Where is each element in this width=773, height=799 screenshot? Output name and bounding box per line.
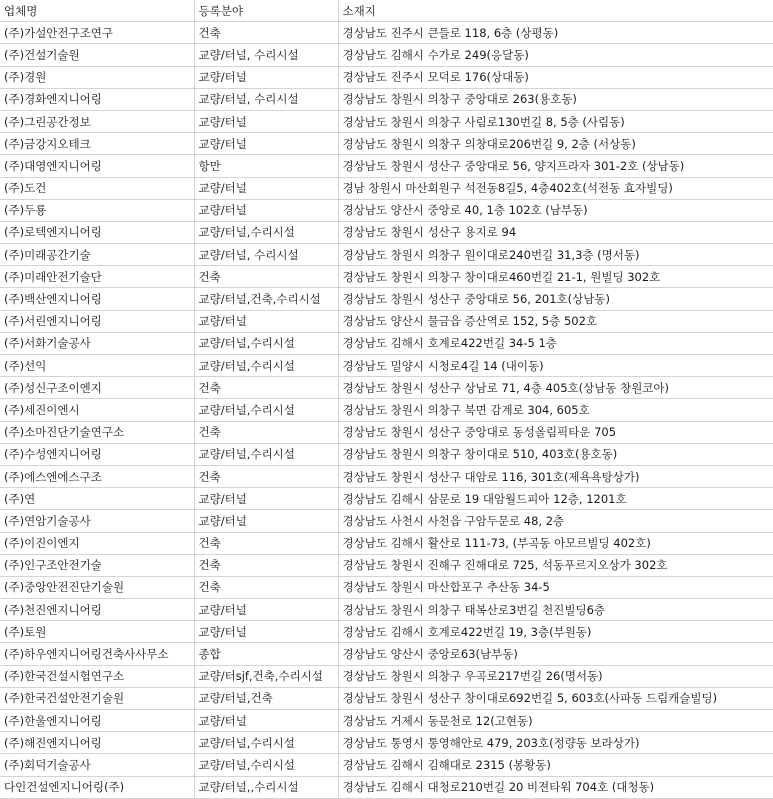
header-company-name[interactable]: 업체명 [0,0,194,22]
registration-field-cell[interactable]: 교량/터널,수리시설 [194,399,338,421]
company-name-cell[interactable]: (주)회덕기술공사 [0,754,194,776]
registration-field-cell[interactable]: 교량/터널 [194,510,338,532]
address-cell[interactable]: 경상남도 창원시 의창구 창이대로 510, 403호(용호동) [338,443,773,465]
company-name-cell[interactable]: (주)한국건설시험연구소 [0,665,194,687]
registration-field-cell[interactable]: 교량/터널 [194,199,338,221]
address-cell[interactable]: 경상남도 창원시 성산구 중앙대로 56, 양지프라자 301-2호 (상남동) [338,155,773,177]
table-row [0,221,773,243]
table-row [0,66,773,88]
registration-field-cell[interactable]: 교량/터널,수리시설 [194,732,338,754]
registration-field-cell[interactable]: 교량/터널,,수리시설 [194,776,338,798]
address-cell[interactable]: 경상남도 양산시 중앙로 40, 1층 102호 (남부동) [338,199,773,221]
company-name-cell[interactable]: (주)성신구조이엔지 [0,377,194,399]
table-row [0,133,773,155]
table-row [0,355,773,377]
registration-field-cell[interactable]: 건축 [194,421,338,443]
address-cell[interactable]: 경상남도 창원시 의창구 창이대로460번길 21-1, 원빌딩 302호 [338,266,773,288]
table-row [0,399,773,421]
address-cell[interactable]: 경상남도 김해시 활산로 111-73, (부곡동 아모르빌딩 402호) [338,532,773,554]
registration-field-cell[interactable]: 교량/터널,건축,수리시설 [194,288,338,310]
company-name-cell[interactable]: (주)가설안전구조연구 [0,22,194,44]
registration-field-cell[interactable]: 건축 [194,22,338,44]
address-cell[interactable]: 경상남도 양산시 중앙로63(남부동) [338,643,773,665]
header-row [0,0,773,22]
company-name-cell[interactable]: (주)연암기술공사 [0,510,194,532]
address-cell[interactable]: 경상남도 창원시 성산구 중앙대로 동성올림픽타운 705 [338,421,773,443]
table-row [0,465,773,487]
address-cell[interactable]: 경상남도 통영시 통영해안로 479, 203호(정량동 보라상가) [338,732,773,754]
registration-field-cell[interactable]: 교량/터널 [194,66,338,88]
address-cell[interactable]: 경상남도 거제시 동문천로 12(고현동) [338,710,773,732]
table-row [0,421,773,443]
registration-field-cell[interactable]: 건축 [194,266,338,288]
table-row [0,687,773,709]
table-row [0,244,773,266]
registration-field-cell[interactable]: 건축 [194,576,338,598]
company-name-cell[interactable]: (주)경화엔지니어링 [0,88,194,110]
address-cell[interactable]: 경상남도 밀양시 시청로4길 14 (내이동) [338,355,773,377]
address-cell[interactable]: 경상남도 창원시 의창구 의창대로206번길 9, 2층 (서상동) [338,133,773,155]
company-name-cell[interactable]: (주)세진이엔시 [0,399,194,421]
table-row [0,732,773,754]
table-row [0,643,773,665]
registration-field-cell[interactable]: 종합 [194,643,338,665]
registration-field-cell[interactable]: 교량/터널 [194,177,338,199]
table-row [0,621,773,643]
registration-field-cell[interactable]: 교량/터널 [194,621,338,643]
company-name-cell[interactable]: (주)수성엔지니어링 [0,443,194,465]
registration-field-cell[interactable]: 교량/터널, 수리시설 [194,44,338,66]
company-name-cell[interactable]: (주)미래안전기술단 [0,266,194,288]
company-name-cell[interactable]: (주)한울엔지니어링 [0,710,194,732]
registration-field-cell[interactable]: 교량/터널 [194,133,338,155]
table-row [0,44,773,66]
registration-field-cell[interactable]: 교량/터널, 수리시설 [194,88,338,110]
company-name-cell[interactable]: (주)경원 [0,66,194,88]
table-row [0,110,773,132]
registration-field-cell[interactable]: 교량/터널 [194,110,338,132]
address-cell[interactable]: 경상남도 김해시 호계로422번길 34-5 1층 [338,332,773,354]
table-row [0,266,773,288]
company-name-cell[interactable]: (주)토원 [0,621,194,643]
header-address[interactable]: 소재지 [338,0,773,22]
company-name-cell[interactable]: (주)백산엔지니어링 [0,288,194,310]
address-cell[interactable]: 경상남도 창원시 마산합포구 추산동 34-5 [338,576,773,598]
registration-field-cell[interactable]: 교량/터널 [194,599,338,621]
table-row [0,443,773,465]
table-row [0,576,773,598]
address-cell[interactable]: 경상남도 진주시 모덕로 176(상대동) [338,66,773,88]
address-cell[interactable]: 경상남도 창원시 성산구 대암로 116, 301호(제욕욕탕상가) [338,465,773,487]
address-cell[interactable]: 경상남도 진주시 큰들로 118, 6층 (상평동) [338,22,773,44]
address-cell[interactable]: 경상남도 창원시 의창구 태복산로3번길 천진빌딩6층 [338,599,773,621]
table-row [0,754,773,776]
table-row [0,177,773,199]
table-row [0,665,773,687]
company-name-cell[interactable]: (주)두룡 [0,199,194,221]
table-row [0,554,773,576]
registration-field-cell[interactable]: 교량/터널,수리시설 [194,443,338,465]
company-name-cell[interactable]: (주)도건 [0,177,194,199]
registration-field-cell[interactable]: 교량/터sjf,건축,수리시설 [194,665,338,687]
registration-field-cell[interactable]: 교량/터널,수리시설 [194,221,338,243]
registration-field-cell[interactable]: 교량/터널,건축 [194,687,338,709]
company-name-cell[interactable]: (주)로텍엔지니어링 [0,221,194,243]
address-cell[interactable]: 경상남도 창원시 의창구 북면 감계로 304, 605호 [338,399,773,421]
company-name-cell[interactable]: (주)소마진단기술연구소 [0,421,194,443]
company-name-cell[interactable]: (주)해진엔지니어링 [0,732,194,754]
table-row [0,377,773,399]
table-row [0,199,773,221]
table-row [0,510,773,532]
header-registration-field[interactable]: 등록분야 [194,0,338,22]
address-cell[interactable]: 경상남도 창원시 진해구 진해대로 725, 석동푸르지오상가 302호 [338,554,773,576]
table-row [0,710,773,732]
address-cell[interactable]: 경상남도 창원시 성산구 상남로 71, 4층 405호(상남동 창원코아) [338,377,773,399]
registration-field-cell[interactable]: 교량/터널, 수리시설 [194,244,338,266]
registration-field-cell[interactable]: 교량/터널,수리시설 [194,332,338,354]
address-cell[interactable]: 경상남도 창원시 성산구 용지로 94 [338,221,773,243]
address-cell[interactable]: 경상남도 창원시 성산구 중앙대로 56, 201호(상남동) [338,288,773,310]
company-name-cell[interactable]: (주)에스엔에스구조 [0,465,194,487]
registration-field-cell[interactable]: 교량/터널 [194,310,338,332]
address-cell[interactable]: 경상남도 김해시 호계로422번길 19, 3층(부원동) [338,621,773,643]
registration-field-cell[interactable]: 교량/터널 [194,488,338,510]
company-name-cell[interactable]: (주)건설기술원 [0,44,194,66]
company-name-cell[interactable]: (주)미래공간기술 [0,244,194,266]
address-cell[interactable]: 경상남도 창원시 의창구 우곡로217번길 26(명서동) [338,665,773,687]
address-cell[interactable]: 경남 창원시 마산회원구 석전동8길5, 4층402호(석전동 효자빌딩) [338,177,773,199]
company-name-cell[interactable]: (주)선익 [0,355,194,377]
table-row [0,288,773,310]
company-name-cell[interactable]: 다인건설엔지니어링(주) [0,776,194,798]
address-cell[interactable]: 경상남도 창원시 의창구 원이대로240번길 31,3층 (명서동) [338,244,773,266]
registration-field-cell[interactable]: 교량/터널,수리시설 [194,754,338,776]
address-cell[interactable]: 경상남도 김해시 김해대로 2315 (봉황동) [338,754,773,776]
company-name-cell[interactable]: (주)중앙안전진단기술원 [0,576,194,598]
table-row [0,488,773,510]
registration-field-cell[interactable]: 항만 [194,155,338,177]
company-name-cell[interactable]: (주)연 [0,488,194,510]
address-cell[interactable]: 경상남도 김해시 삼문로 19 대암월드피아 12층, 1201호 [338,488,773,510]
address-cell[interactable]: 경상남도 양산시 물금읍 증산역로 152, 5층 502호 [338,310,773,332]
company-name-cell[interactable]: (주)천진엔지니어링 [0,599,194,621]
table-row [0,22,773,44]
registration-field-cell[interactable]: 건축 [194,554,338,576]
table-row [0,310,773,332]
company-name-cell[interactable]: (주)한국건설안전기술원 [0,687,194,709]
company-name-cell[interactable]: (주)인구조안전기술 [0,554,194,576]
registration-field-cell[interactable]: 건축 [194,532,338,554]
address-cell[interactable]: 경상남도 김해시 대청로210번길 20 비젼타워 704호 (대청동) [338,776,773,798]
table-row [0,532,773,554]
table-row [0,155,773,177]
address-cell[interactable]: 경상남도 창원시 성산구 창이대로692번길 5, 603호(사파동 드림캐슬빌딩) [338,687,773,709]
registration-field-cell[interactable]: 교량/터널,수리시설 [194,355,338,377]
address-cell[interactable]: 경상남도 창원시 의창구 중앙대로 263(용호동) [338,88,773,110]
address-cell[interactable]: 경상남도 김해시 수가로 249(응달동) [338,44,773,66]
company-name-cell[interactable]: (주)하우엔지니어링건축사사무소 [0,643,194,665]
company-name-cell[interactable]: (주)서린엔지니어링 [0,310,194,332]
registration-field-cell[interactable]: 건축 [194,377,338,399]
table-row [0,776,773,798]
registration-field-cell[interactable]: 건축 [194,465,338,487]
address-cell[interactable]: 경상남도 사천시 사천읍 구암두문로 48, 2층 [338,510,773,532]
company-name-cell[interactable]: (주)그린공간정보 [0,110,194,132]
company-name-cell[interactable]: (주)이진이엔지 [0,532,194,554]
company-name-cell[interactable]: (주)대영엔지니어링 [0,155,194,177]
table-row [0,88,773,110]
registration-field-cell[interactable]: 교량/터널 [194,710,338,732]
company-name-cell[interactable]: (주)금강지오테크 [0,133,194,155]
address-cell[interactable]: 경상남도 창원시 의창구 사림로130번길 8, 5층 (사림동) [338,110,773,132]
company-name-cell[interactable]: (주)서화기술공사 [0,332,194,354]
table-row [0,332,773,354]
table-row [0,599,773,621]
